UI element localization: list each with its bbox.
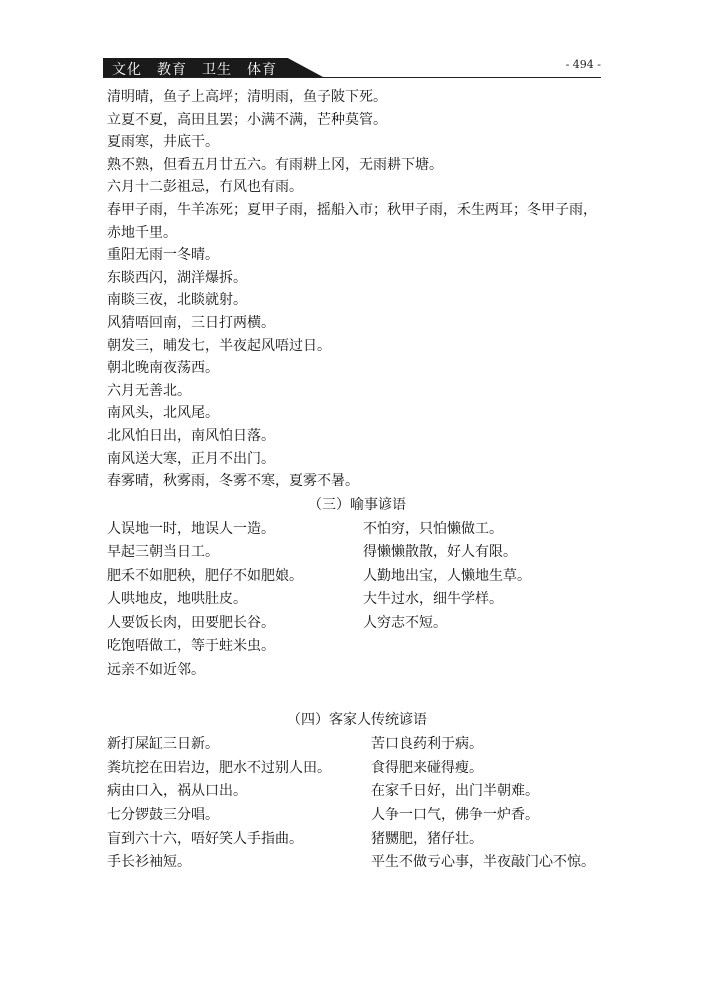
proverb-line: 赤地千里。 [107,224,177,241]
proverb-row [107,659,607,683]
proverb-line: 朝北晚南夜荡西。 [107,360,219,377]
proverb-left: 人哄地皮，地哄肚皮。 [107,591,247,608]
proverb-left: 吃饱唔做工，等于蛀米虫。 [107,638,275,655]
page-number: - 494 - [565,58,601,71]
proverb-row [107,635,607,659]
proverb-line: 朝发三，晡发七，半夜起风唔过日。 [107,337,331,354]
proverb-line: 东睒西闪，湖洋爆拆。 [107,269,247,286]
proverb-line: 南风送大寒，正月不出门。 [107,450,275,467]
proverb-line: 清明晴，鱼子上高坪；清明雨，鱼子陂下死。 [107,89,387,105]
proverb-row [107,828,607,852]
proverb-row [107,780,607,804]
page-body [107,86,607,875]
proverb-row [107,851,607,875]
proverb-right: 人勤地出宝，人懒地生草。 [363,567,531,584]
proverb-right: 得懒懒散散，好人有限。 [363,544,517,561]
section-title-metaphor-proverbs: （三）喻事谚语 [308,496,406,513]
proverb-line: 风猜唔回南，三日打两横。 [107,314,275,331]
proverb-left: 远亲不如近邻。 [107,661,205,678]
proverb-left: 盲到六十六，唔好笑人手指曲。 [107,830,303,847]
proverb-line: 夏雨寒，井底干。 [107,134,219,151]
proverb-right: 食得肥来碰得瘦。 [371,759,483,776]
section-gap [107,682,607,708]
proverb-left: 病由口入，祸从口出。 [107,783,247,800]
proverb-line: 熟不熟，但看五月廿五六。有雨耕上冈，无雨耕下塘。 [107,156,443,173]
proverb-row [107,612,607,636]
proverb-row [107,804,607,828]
proverb-right: 人争一口气，佛争一炉香。 [371,806,539,823]
proverb-left: 早起三朝当日工。 [107,544,219,561]
proverb-right: 人穷志不短。 [363,614,447,631]
proverb-row [107,757,607,781]
proverb-left: 新打屎缸三日新。 [107,736,219,753]
proverb-right: 大牛过水，细牛学样。 [363,591,503,608]
page-header [103,58,601,78]
proverb-row [107,518,607,542]
proverb-line: 北风怕日出，南风怕日落。 [107,427,275,444]
proverb-left: 粪坑挖在田岩边，肥水不过别人田。 [107,759,331,776]
proverb-line: 六月十二彭祖忌，冇风也有雨。 [107,179,303,196]
proverb-right: 苦口良药利于病。 [371,736,483,753]
proverb-line: 南风头，北风尾。 [107,405,219,422]
proverb-right: 平生不做亏心事，半夜敲门心不惊。 [371,854,595,871]
header-rule [103,77,601,78]
proverb-line: 南睒三夜，北睒就射。 [107,292,247,309]
proverb-row [107,733,607,757]
proverb-line: 六月无善北。 [107,382,191,399]
proverb-right: 猪嬲肥，猪仔壮。 [371,830,483,847]
proverb-line: 立夏不夏，高田且罢；小满不满，芒种莫管。 [107,111,387,128]
section-title-hakka-proverbs: （四）客家人传统谚语 [287,712,427,729]
proverb-left: 七分锣鼓三分唱。 [107,806,219,823]
proverb-right: 在家千日好，出门半朝难。 [371,783,539,800]
proverb-row [107,565,607,589]
proverb-left: 人误地一时，地误人一造。 [107,520,275,537]
proverb-line: 春雾晴，秋雾雨，冬雾不寒，夏雾不暑。 [107,473,359,490]
header-title: 文化 教育 卫生 体育 [112,62,277,78]
proverb-line: 春甲子雨，牛羊冻死；夏甲子雨，摇船入市；秋甲子雨，禾生两耳；冬甲子雨， [107,201,597,218]
proverb-row [107,588,607,612]
proverb-left: 肥禾不如肥秧，肥仔不如肥娘。 [107,567,303,584]
proverb-right: 不怕穷，只怕懒做工。 [363,520,503,537]
proverb-left: 手长衫袖短。 [107,854,191,871]
proverb-line: 重阳无雨一冬晴。 [107,247,219,264]
proverb-left: 人要饭长肉，田要肥长谷。 [107,614,275,631]
proverb-row [107,541,607,565]
